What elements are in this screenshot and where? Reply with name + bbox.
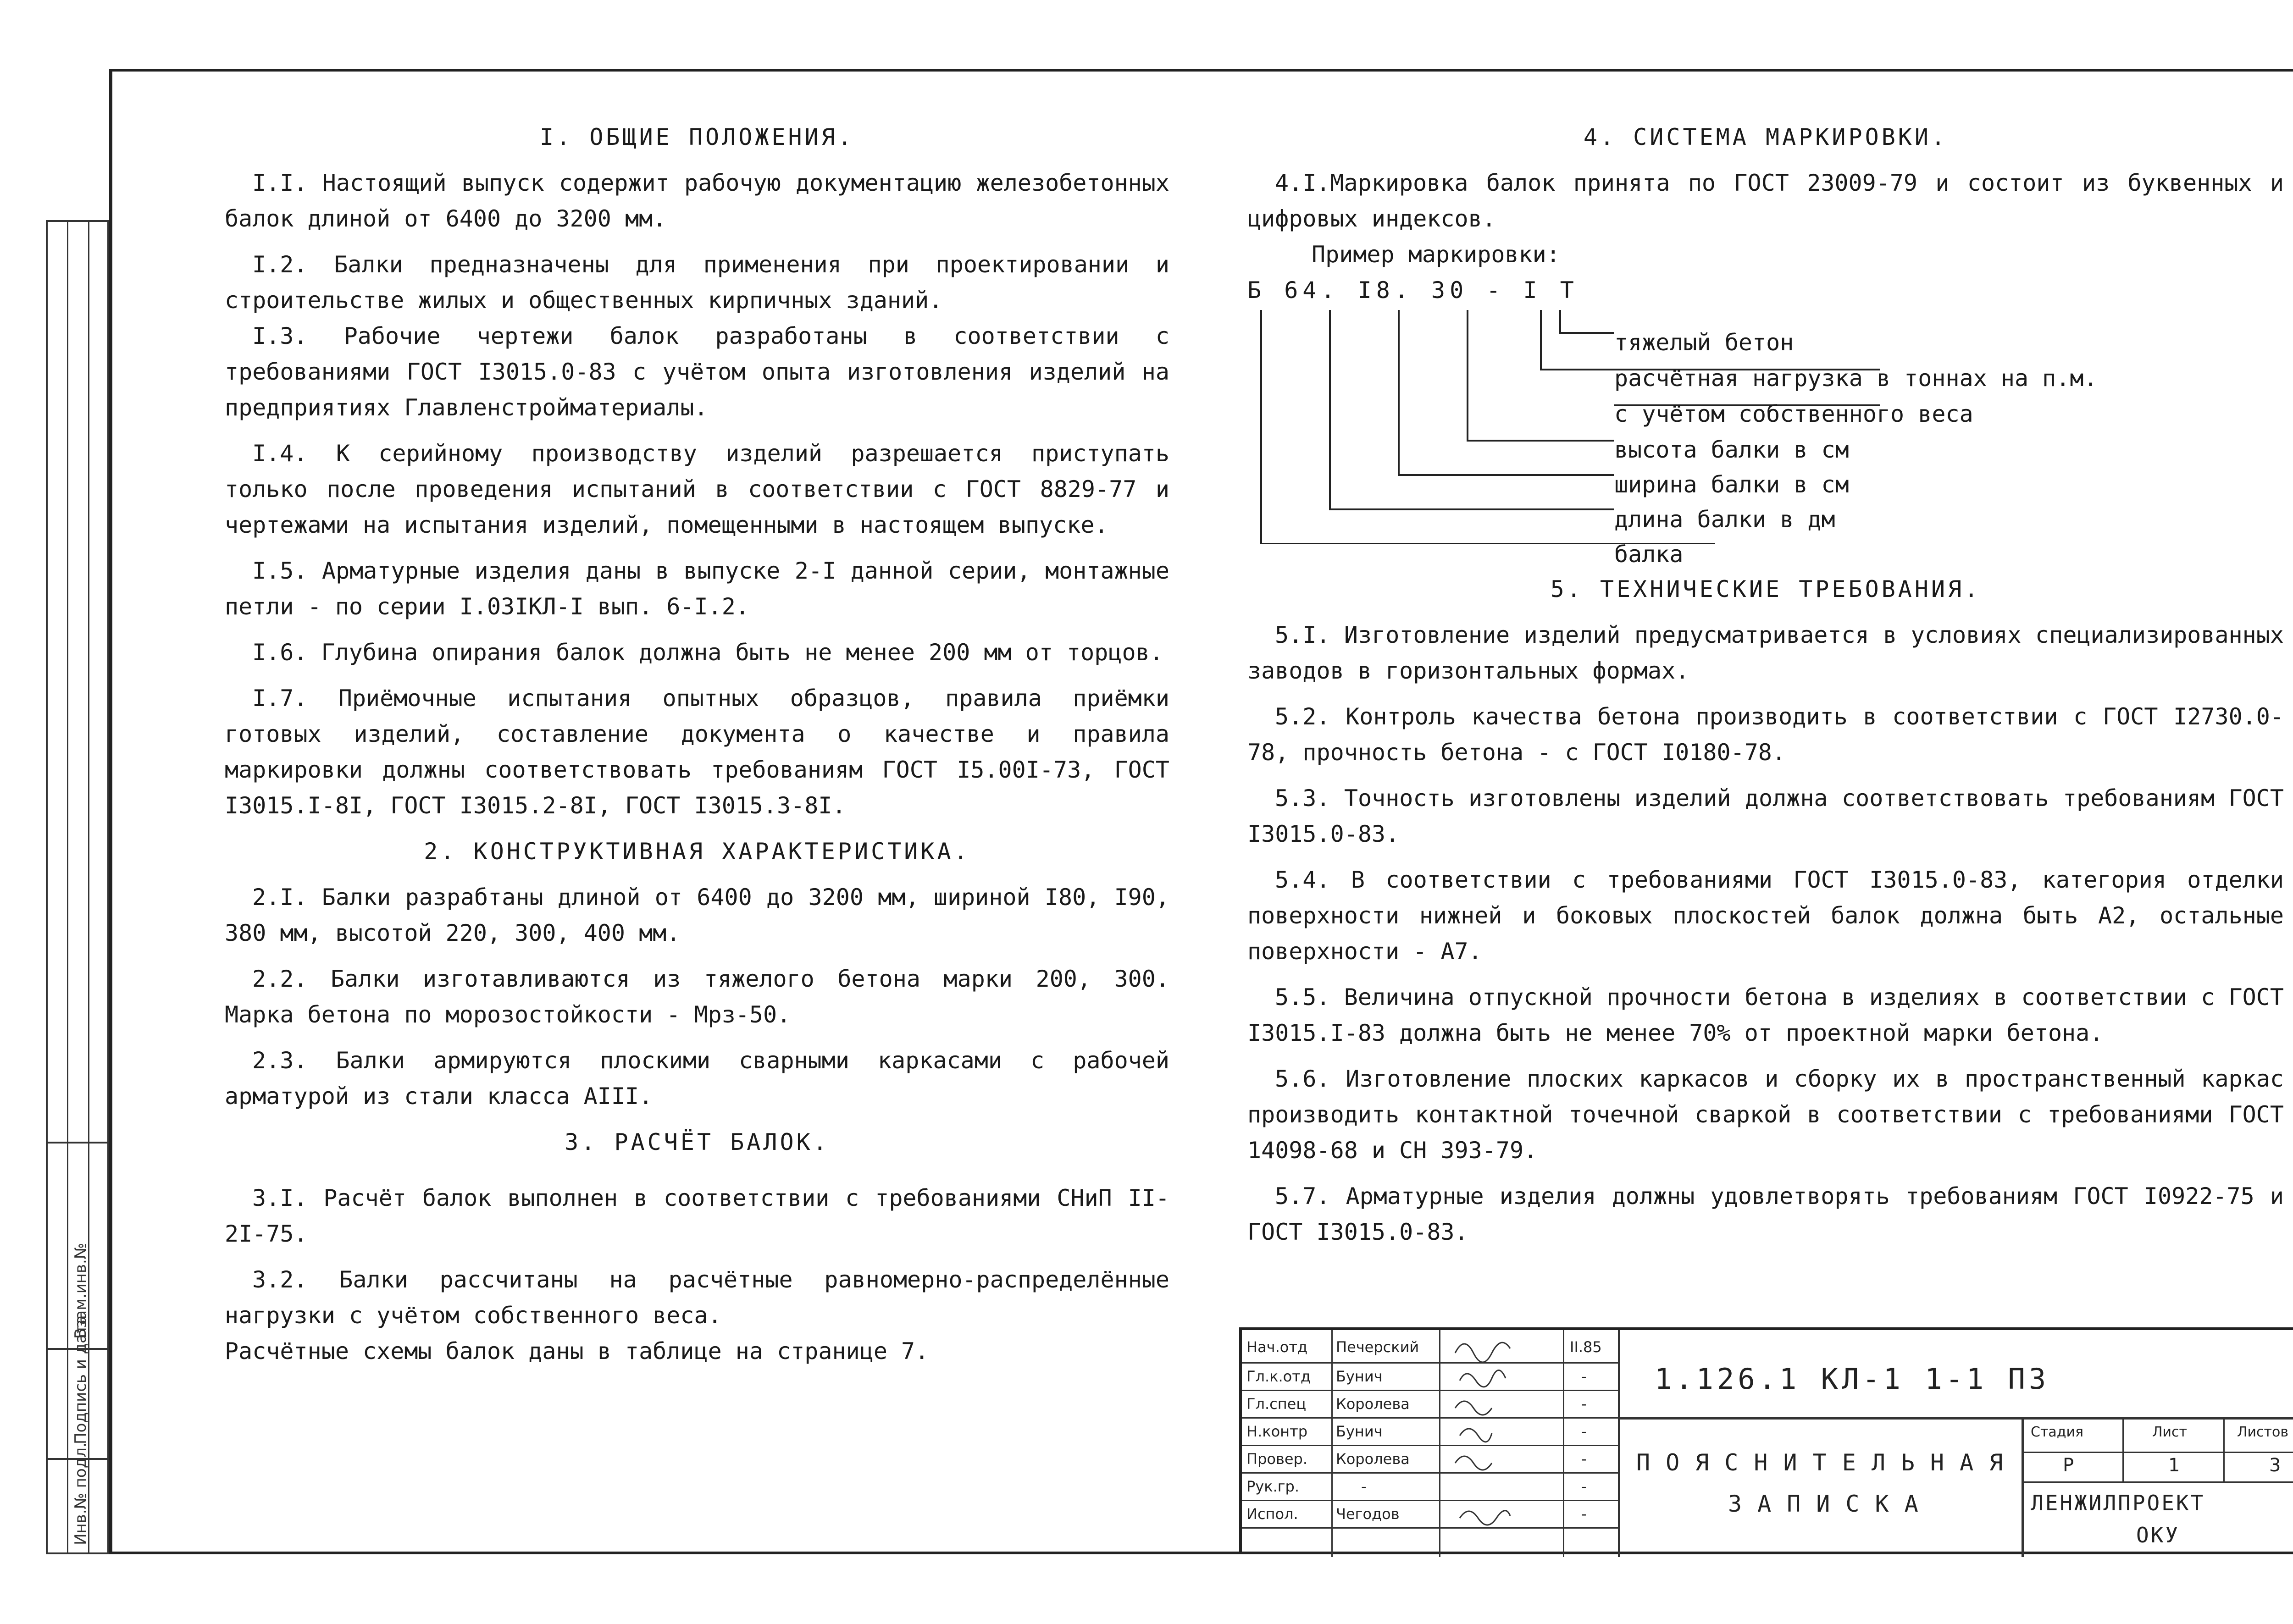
tb-name-4: Королева — [1336, 1450, 1410, 1468]
tb-role-5: Рук.гр. — [1246, 1478, 1300, 1495]
tb-role-4: Провер. — [1246, 1450, 1307, 1468]
tb-date-6: - — [1581, 1505, 1587, 1523]
sheets-label: Листов — [2237, 1424, 2289, 1440]
para-2-2: 2.2. Балки изготавливаются из тяжелого бетона марки 200, 300. Марка бетона по морозостойкости - Мрз-50. — [225, 966, 1169, 1028]
tb-name-6: Чегодов — [1336, 1505, 1400, 1523]
sheets-value: 3 — [2269, 1455, 2281, 1476]
tb-name-3: Бунич — [1336, 1423, 1383, 1440]
para-5-4: 5.4. В соответствии с требованиями ГОСТ I3015.0-83, категория отделки поверхности нижней и боковых плоскостей балок должна быть А2, остальные поверхности - А7. — [1247, 867, 2284, 965]
organization-dept: ОКУ — [2136, 1523, 2180, 1547]
marking-code: Б 64. I8. 30 - I Т — [1247, 277, 1579, 304]
marking-legend-0: тяжелый бетон — [1614, 329, 1794, 356]
para-1-5: I.5. Арматурные изделия даны в выпуске 2-I данной серии, монтажные петли - по серии I.03IКЛ-I вып. 6-I.2. — [225, 558, 1169, 620]
document-code: 1.126.1 КЛ-1 1-1 ПЗ — [1655, 1362, 2050, 1396]
tb-name-2: Королева — [1336, 1395, 1410, 1413]
organization-name: ЛЕНЖИЛПРОЕКТ — [2031, 1491, 2205, 1515]
marking-legend-5: длина балки в дм — [1614, 506, 1835, 533]
tb-date-3: - — [1581, 1423, 1587, 1440]
marking-legend-3: высота балки в см — [1614, 436, 1849, 463]
para-2-3: 2.3. Балки армируются плоскими сварными каркасами с рабочей арматурой из стали класса АIII. — [225, 1047, 1169, 1110]
leader-line-concrete — [1560, 310, 1614, 333]
para-4-1: 4.I.Маркировка балок принята по ГОСТ 23009-79 и состоит из буквенных и цифровых индексов. — [1247, 170, 2284, 232]
para-1-1: I.I. Настоящий выпуск содержит рабочую документацию железобетонных балок длиной от 6400 до 3200 мм. — [225, 170, 1169, 232]
para-3-1: 3.I. Расчёт балок выполнен в соответствии с требованиями СНиП II-2I-75. — [225, 1185, 1169, 1247]
marking-legend-1: расчётная нагрузка в тоннах на п.м. — [1614, 365, 2098, 392]
signature-marks — [1441, 1330, 1562, 1557]
para-1-3: I.3. Рабочие чертежи балок разработаны в соответствии с требованиями ГОСТ I3015.0-83 с учётом опыта изготовления изделий на предприятиях Главленстройматериалы. — [225, 323, 1169, 421]
tb-name-5: - — [1361, 1478, 1367, 1495]
sheet-label: Лист — [2152, 1424, 2188, 1440]
para-5-7: 5.7. Арматурные изделия должны удовлетворять требованиям ГОСТ I0922-75 и ГОСТ I3015.0-83. — [1247, 1183, 2284, 1245]
right-column — [1247, 119, 2284, 1250]
section-2-title: 2. КОНСТРУКТИВНАЯ ХАРАКТЕРИСТИКА. — [424, 838, 970, 865]
section-5-title: 5. ТЕХНИЧЕСКИЕ ТРЕБОВАНИЯ. — [1550, 576, 1981, 602]
tb-date-0: II.85 — [1570, 1338, 1602, 1356]
marking-example-label: Пример маркировки: — [1312, 241, 1560, 268]
marking-legend-2: с учётом собственного веса — [1614, 401, 1973, 427]
para-1-6: I.6. Глубина опирания балок должна быть не менее 200 мм от торцов. — [252, 639, 1163, 666]
doc-title-line1: ПОЯСНИТЕЛЬНАЯ — [1636, 1449, 2019, 1476]
para-5-5: 5.5. Величина отпускной прочности бетона в изделиях в соответствии с ГОСТ I3015.I-83 должна быть не менее 70% от проектной марки бетона. — [1247, 984, 2284, 1046]
strip-label-replace: Взам.инв.№ — [72, 1243, 90, 1339]
tb-role-0: Нач.отд — [1246, 1338, 1308, 1356]
para-1-7: I.7. Приёмочные испытания опытных образцов, правила приёмки готовых изделий, составление документа о качестве и правила маркировки должны соответствовать требованиям ГОСТ I5.00I-73, ГОСТ I3015.I-8I, ГОСТ I3015.2-8I, ГОСТ I3015.3-8I. — [225, 685, 1169, 819]
para-2-1: 2.I. Балки разрабтаны длиной от 6400 до 3200 мм, шириной I80, I90, 380 мм, высотой 220, 300, 400 мм. — [225, 884, 1169, 946]
para-1-4: I.4. К серийному производству изделий разрешается приступать только после проведения испытаний в соответствии с ГОСТ 8829-77 и чертежами на испытания изделий, помещенными в настоящем выпуске. — [225, 440, 1169, 538]
para-5-2: 5.2. Контроль качества бетона производить в соответствии с ГОСТ I2730.0-78, прочность бетона - с ГОСТ I0180-78. — [1247, 703, 2284, 766]
strip-label-inv: Инв.№ подл. — [72, 1442, 90, 1545]
strip-row-divider — [46, 1142, 109, 1143]
tb-name-1: Бунич — [1336, 1368, 1383, 1385]
tb-role-2: Гл.спец — [1246, 1395, 1307, 1413]
marking-diagram — [1247, 237, 2284, 568]
stage-value: Р — [2063, 1455, 2074, 1476]
left-column — [225, 119, 1169, 1369]
tb-date-4: - — [1581, 1450, 1587, 1468]
marking-legend-6: балка — [1614, 541, 1684, 568]
para-3-3: Расчётные схемы балок даны в таблице на странице 7. — [225, 1338, 929, 1364]
tb-role-1: Гл.к.отд — [1246, 1368, 1311, 1385]
para-3-2: 3.2. Балки рассчитаны на расчётные равномерно-распределённые нагрузки с учётом собственного веса. — [225, 1266, 1169, 1329]
leader-line-width — [1399, 310, 1614, 475]
tb-date-1: - — [1581, 1368, 1587, 1385]
tb-role-3: Н.контр — [1246, 1423, 1308, 1440]
strip-label-sign: Подпись и дата — [72, 1315, 90, 1444]
section-4-title: 4. СИСТЕМА МАРКИРОВКИ. — [1583, 124, 1948, 150]
leader-line-length — [1330, 310, 1614, 509]
sheet-value: 1 — [2168, 1455, 2180, 1476]
left-binding-strip — [46, 220, 109, 1554]
para-5-1: 5.I. Изготовление изделий предусматривается в условиях специализированных заводов в горизонтальных формах. — [1247, 622, 2284, 684]
tb-role-6: Испол. — [1246, 1505, 1298, 1523]
section-1-title: I. ОБЩИЕ ПОЛОЖЕНИЯ. — [540, 124, 854, 150]
section-3-title: 3. РАСЧЁТ БАЛОК. — [565, 1129, 830, 1155]
para-1-2: I.2. Балки предназначены для применения при проектировании и строительстве жилых и общественных кирпичных зданий. — [225, 251, 1169, 314]
tb-date-2: - — [1581, 1395, 1587, 1413]
para-5-6: 5.6. Изготовление плоских каркасов и сборку их в пространственный каркас производить контактной точечной сваркой в соответствии с требованиями ГОСТ 14098-68 и СН 393-79. — [1247, 1066, 2284, 1164]
tb-date-5: - — [1581, 1478, 1587, 1495]
strip-divider — [67, 220, 68, 1554]
stage-label: Стадия — [2031, 1424, 2084, 1440]
doc-title-line2: ЗАПИСКА — [1728, 1491, 1934, 1517]
tb-name-0: Печерский — [1336, 1338, 1419, 1356]
title-block — [1239, 1327, 2293, 1554]
marking-legend-4: ширина балки в см — [1614, 471, 1849, 498]
para-5-3: 5.3. Точность изготовлены изделий должна соответствовать требованиям ГОСТ I3015.0-83. — [1247, 785, 2284, 847]
